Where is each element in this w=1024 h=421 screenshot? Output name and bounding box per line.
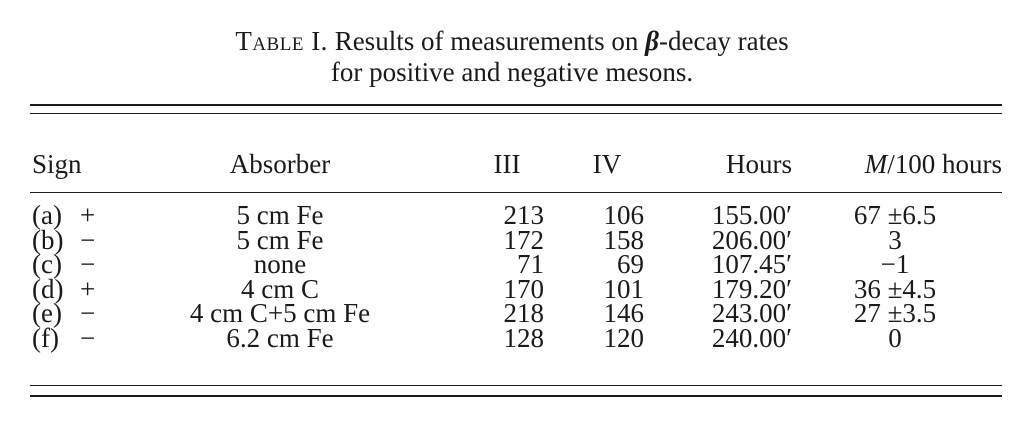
row-iii: 172 (503, 224, 544, 255)
header-rule (30, 192, 1002, 193)
header-m-rest: /100 hours (887, 149, 1002, 179)
caption-label: Table I. (235, 26, 328, 56)
row-iii: 213 (503, 200, 544, 230)
row-sign: − (80, 224, 96, 255)
caption-beta-symbol: β (645, 26, 659, 56)
row-m-per-100-hours: 3 (888, 224, 902, 255)
row-hours: 107.45′ (711, 249, 792, 279)
row-absorber: none (253, 249, 307, 279)
header-absorber: Absorber (229, 149, 331, 179)
row-hours: 240.00′ (711, 322, 792, 353)
table-header-row (0, 147, 1024, 181)
row-sign: − (80, 322, 96, 353)
top-rule-upper (30, 104, 1002, 106)
row-m-per-100-hours: 27 ±3.5 (853, 298, 937, 328)
row-hours: 206.00′ (711, 224, 792, 255)
row-hours: 243.00′ (711, 298, 792, 328)
row-sign: − (80, 249, 96, 279)
header-iv: IV (592, 149, 622, 179)
bottom-rule-lower (30, 395, 1002, 397)
caption-line-1 (0, 26, 1024, 57)
header-sign: Sign (32, 149, 82, 179)
table-row (0, 322, 1024, 353)
table-row (0, 224, 1024, 255)
row-absorber: 6.2 cm Fe (226, 322, 334, 353)
table-caption (0, 26, 1024, 88)
header-m-symbol: M (864, 149, 888, 179)
bottom-rule-upper (30, 385, 1002, 386)
row-sign: + (80, 273, 96, 304)
row-hours: 155.00′ (711, 200, 792, 230)
row-m-per-100-hours: 0 (888, 322, 902, 353)
row-label: (e) (32, 298, 62, 328)
row-label: (c) (32, 249, 62, 279)
row-iv: 101 (603, 273, 644, 304)
row-sign: + (80, 200, 96, 230)
row-absorber: 5 cm Fe (236, 224, 324, 255)
row-label: (f) (32, 322, 59, 353)
header-iii: III (493, 149, 521, 179)
row-absorber: 5 cm Fe (236, 200, 324, 230)
row-sign: − (80, 298, 96, 328)
row-iii: 170 (503, 273, 544, 304)
row-iv: 69 (617, 249, 644, 279)
row-hours: 179.20′ (711, 273, 792, 304)
row-iv: 120 (603, 322, 644, 353)
row-label: (b) (32, 224, 64, 255)
row-label: (a) (32, 200, 62, 230)
header-hours: Hours (726, 149, 792, 179)
row-absorber: 4 cm C (241, 273, 319, 304)
row-label: (d) (32, 273, 64, 304)
row-iii: 128 (503, 322, 544, 353)
caption-text-end: -decay rates (658, 26, 789, 56)
row-m-per-100-hours: −1 (880, 249, 910, 279)
row-m-per-100-hours: 36 ±4.5 (853, 273, 937, 304)
row-iv: 106 (603, 200, 644, 230)
row-sign-cell (32, 322, 96, 353)
caption-text-start: Results of measurements on (334, 26, 646, 56)
row-m-per-100-hours: 67 ±6.5 (853, 200, 937, 230)
row-iv: 158 (603, 224, 644, 255)
row-iii: 218 (503, 298, 544, 328)
row-iii: 71 (517, 249, 544, 279)
header-m-per-100-hours (808, 147, 1002, 181)
caption-line-2: for positive and negative mesons. (330, 57, 694, 87)
row-iv: 146 (603, 298, 644, 328)
row-absorber: 4 cm C+5 cm Fe (189, 298, 371, 328)
top-rule-lower (30, 113, 1002, 114)
